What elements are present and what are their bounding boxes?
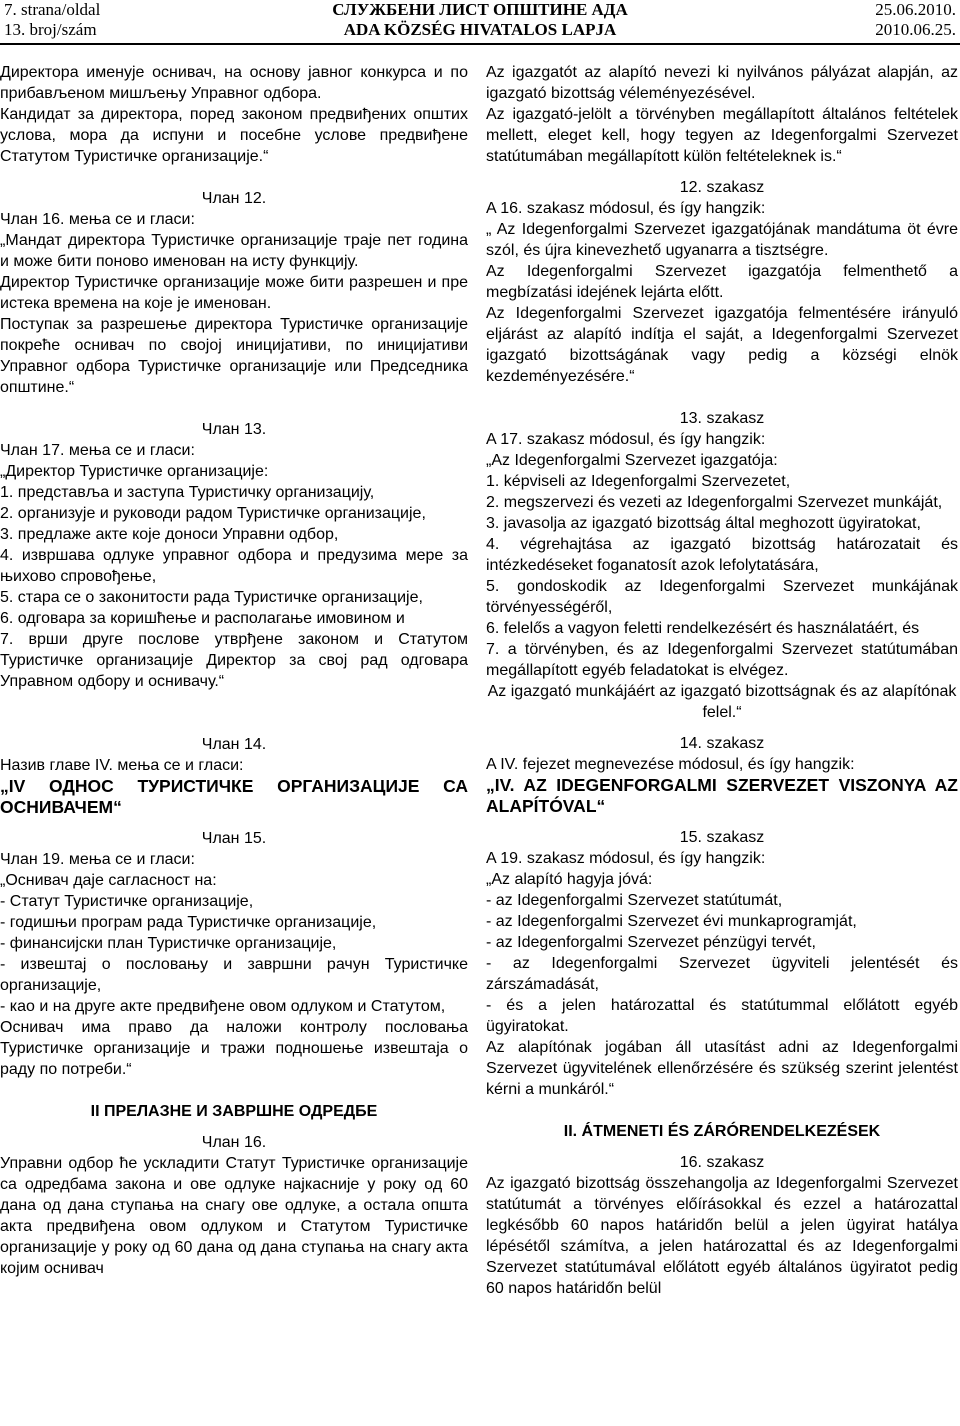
article-heading: 13. szakasz <box>679 410 765 427</box>
paragraph: Управни одбор ће ускладити Статут Туристичке организације са одредбама закона и ове одлуке најкасније у року од 60 дана од дана ступања на снагу ове одлуке, а остала општа акта предвиђена овом одлуком и Статутом Туристичке организације у року од 60 дана од дана ступања на снагу акта којим оснивач <box>0 1155 468 1277</box>
serbian-column <box>0 62 468 1279</box>
paragraph: „Мандат директора Туристичке организације траје пет година и може бити поново именован на исту функцију. <box>0 232 468 270</box>
article-heading: 16. szakasz <box>679 1154 765 1171</box>
list-item: - извештај о пословању и завршни рачун Туристичке организације, <box>0 956 468 994</box>
paragraph: Az igazgatót az alapító nevezi ki nyilvános pályázat alapján, az igazgató bizottság véleményezésével. <box>486 64 958 102</box>
article-intro: A IV. fejezet megnevezése módosul, és így hangzik: <box>486 756 855 773</box>
paragraph: Az alapítónak jogában áll utasítást adni az Idegenforgalmi Szervezet ügyvitelének ellenőrzésére és szükség szerint jelentést kérni a munkáról.“ <box>486 1039 958 1098</box>
list-lead: „Az alapító hagyja jóvá: <box>486 871 653 888</box>
page-header <box>0 0 960 42</box>
paragraph: „ Az Idegenforgalmi Szervezet igazgatójának mandátuma öt évre szól, és újra kinevezhető ugyanarra a tisztségre. <box>486 221 958 259</box>
article-heading: Члан 13. <box>201 421 267 438</box>
list-item: 5. стара се о законитости рада Туристичке организације, <box>0 589 423 606</box>
issue-number: 13. broj/szám <box>4 20 97 39</box>
paragraph: Az igazgató bizottság összehangolja az Idegenforgalmi Szervezet statútumát a törvényes előírásokkal és ezzel a határozattal legkésőbb 60 napos határidőn belül a jelen ügyirat hatálya lépésétől számítva, a jelen határozattal és az Idegenforgalmi Szervezet statútumával előlátott egyéb általános ügyiratot pedig 60 napos határidőn belül <box>486 1175 958 1297</box>
list-item: 7. врши друге послове утврђене законом и Статутом Туристичке организације Директор за свој рад одговара Управном одбору и оснивачу.“ <box>0 631 468 690</box>
section-title: II ПРЕЛАЗНЕ И ЗАВРШНЕ ОДРЕДБЕ <box>90 1103 378 1120</box>
list-item: 7. a törvényben, és az Idegenforgalmi Szervezet statútumában megállapított egyéb feladatokat is elvégez. <box>486 641 958 679</box>
list-item: - az Idegenforgalmi Szervezet pénzügyi tervét, <box>486 934 816 951</box>
paragraph: Az Idegenforgalmi Szervezet igazgatója felmenthető a megbízatási idejének lejárta előtt. <box>486 263 958 301</box>
list-item: 6. felelős a vagyon feletti rendelkezésért és használatáért, és <box>486 620 920 637</box>
paragraph: Кандидат за директора, поред законом предвиђених општих услова, мора да испуни и посебне услове предвиђене Статутом Туристичке организације.“ <box>0 106 468 165</box>
paragraph: Оснивач има право да наложи контролу пословања Туристичке организације и тражи подношење извештаја о раду по потреби.“ <box>0 1019 468 1078</box>
article-intro: A 16. szakasz módosul, és így hangzik: <box>486 200 766 217</box>
article-intro: Назив главе IV. мења се и гласи: <box>0 757 244 774</box>
list-item: - az Idegenforgalmi Szervezet statútumát, <box>486 892 783 909</box>
list-item: 4. végrehajtása az igazgató bizottság határozatait és intézkedéseket foganatosít azok lefolytatására, <box>486 536 958 574</box>
article-intro: Члан 17. мења се и гласи: <box>0 442 195 459</box>
article-heading: Члан 14. <box>201 736 267 753</box>
article-heading: 14. szakasz <box>679 735 765 752</box>
chapter-title: „IV. AZ IDEGENFORGALMI SZERVEZET VISZONYA AZ ALAPÍTÓVAL“ <box>486 775 958 816</box>
list-item: 2. организује и руководи радом Туристичке организације, <box>0 505 426 522</box>
article-intro: A 19. szakasz módosul, és így hangzik: <box>486 850 766 867</box>
list-item: 5. gondoskodik az Idegenforgalmi Szervezet munkájának törvényességéről, <box>486 578 958 616</box>
list-lead: „Az Idegenforgalmi Szervezet igazgatója: <box>486 452 778 469</box>
list-item: 1. представља и заступа Туристичку организацију, <box>0 484 375 501</box>
paragraph: Директора именује оснивач, на основу јавног конкурса и по прибављеном мишљењу Управног одбора. <box>0 64 468 102</box>
paragraph: Az Idegenforgalmi Szervezet igazgatója felmentésére irányuló eljárást az alapító indítja el saját, a Idegenforgalmi Szervezet igazgató bizottságának vagy pedig a községi elnök kezdeményezésére.“ <box>486 305 958 385</box>
list-item: - az Idegenforgalmi Szervezet évi munkaprogramját, <box>486 913 857 930</box>
chapter-title: „IV ОДНОС ТУРИСТИЧКЕ ОРГАНИЗАЦИЈЕ СА ОСНИВАЧЕМ“ <box>0 776 468 817</box>
date-sr: 25.06.2010. <box>875 0 956 19</box>
date-hu: 2010.06.25. <box>875 20 956 39</box>
list-item: 6. одговара за коришћење и располагање имовином и <box>0 610 405 627</box>
list-lead: „Оснивач даје сагласност на: <box>0 872 217 889</box>
article-heading: 15. szakasz <box>679 829 765 846</box>
article-intro: Члан 16. мења се и гласи: <box>0 211 195 228</box>
list-item: 3. javasolja az igazgató bizottság által meghozott ügyiratokat, <box>486 515 921 532</box>
paragraph: Az igazgató munkájáért az igazgató bizottságnak és az alapítónak felel.“ <box>487 683 957 721</box>
paragraph: Az igazgató-jelölt a törvényben megállapított általános feltételek mellett, eleget kell, hogy tegyen az Idegenforgalmi Szervezet statútumában megállapított külön feltételeknek is.“ <box>486 106 958 165</box>
article-heading: 12. szakasz <box>679 179 765 196</box>
article-heading: Члан 15. <box>201 830 267 847</box>
gazette-title-sr: СЛУЖБЕНИ ЛИСТ ОПШТИНЕ АДА <box>332 0 628 19</box>
article-heading: Члан 12. <box>201 190 267 207</box>
list-item: - финансијски план Туристичке организације, <box>0 935 337 952</box>
header-rule <box>0 43 960 45</box>
list-item: 1. képviseli az Idegenforgalmi Szervezetet, <box>486 473 791 490</box>
list-item: - Статут Туристичке организације, <box>0 893 254 910</box>
article-heading: Члан 16. <box>201 1134 267 1151</box>
list-item: - годишњи програм рада Туристичке организације, <box>0 914 377 931</box>
list-lead: „Директор Туристичке организације: <box>0 463 269 480</box>
hungarian-column <box>486 62 958 1299</box>
article-intro: Члан 19. мења се и гласи: <box>0 851 195 868</box>
list-item: - és a jelen határozattal és statútummal előlátott egyéb ügyiratokat. <box>486 997 958 1035</box>
gazette-title-hu: ADA KÖZSÉG HIVATALOS LAPJA <box>343 20 617 39</box>
list-item: 3. предлаже акте које доноси Управни одбор, <box>0 526 339 543</box>
list-item: - az Idegenforgalmi Szervezet ügyviteli jelentését és zárszámadását, <box>486 955 958 993</box>
section-title: II. ÁTMENETI ÉS ZÁRÓRENDELKEZÉSEK <box>563 1123 881 1140</box>
article-intro: A 17. szakasz módosul, és így hangzik: <box>486 431 766 448</box>
paragraph: Поступак за разрешење директора Туристичке организације покреће оснивач по својој иницијативи, по иницијативи Управног одбора Туристичке организације или Председника општине.“ <box>0 316 468 396</box>
page-number: 7. strana/oldal <box>4 0 101 19</box>
paragraph: Директор Туристичке организације може бити разрешен и пре истека времена на које је именован. <box>0 274 468 312</box>
list-item: 4. извршава одлуке управног одбора и предузима мере за њихово спровођење, <box>0 547 468 585</box>
list-item: 2. megszervezi és vezeti az Idegenforgalmi Szervezet munkáját, <box>486 494 943 511</box>
list-item: - као и на друге акте предвиђене овом одлуком и Статутом, <box>0 998 446 1015</box>
